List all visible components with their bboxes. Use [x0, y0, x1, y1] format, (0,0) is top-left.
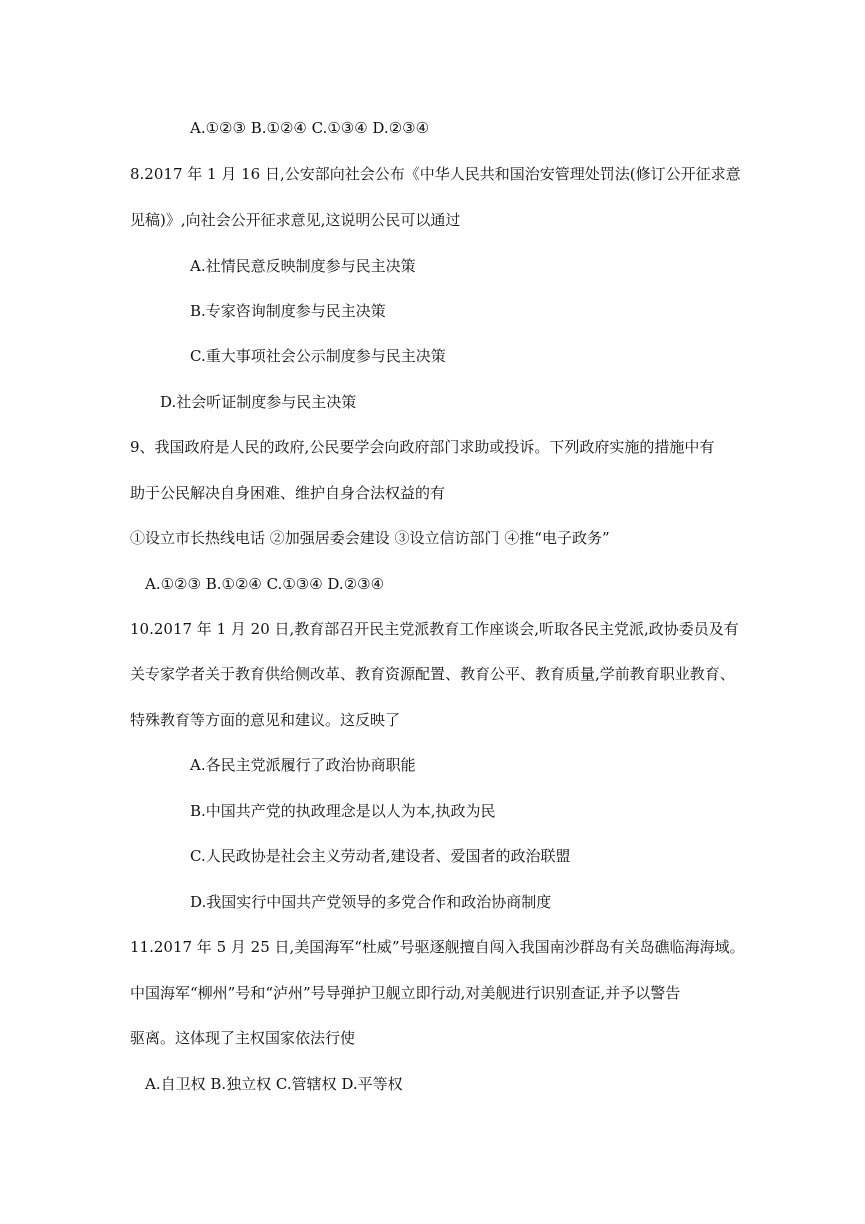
q9-items: ①设立市长热线电话 ②加强居委会建设 ③设立信访部门 ④推“电子政务” — [130, 529, 610, 547]
q10-option-c: C.人民政协是社会主义劳动者,建设者、爱国者的政治联盟 — [190, 847, 571, 865]
q10-stem-line2: 关专家学者关于教育供给侧改革、教育资源配置、教育公平、教育质量,学前教育职业教育、 — [130, 665, 735, 683]
q8-option-b: B.专家咨询制度参与民主决策 — [190, 302, 386, 320]
q10-stem-line3: 特殊教育等方面的意见和建议。这反映了 — [130, 711, 401, 729]
q8-stem-line1: 8.2017 年 1 月 16 日,公安部向社会公布《中华人民共和国治安管理处罚法(修订公开征求意 — [130, 165, 741, 183]
q9-stem-line2: 助于公民解决自身困难、维护自身合法权益的有 — [130, 484, 446, 502]
q8-stem-line2: 见稿)》,向社会公开征求意见,这说明公民可以通过 — [130, 211, 461, 229]
q9-options: A.①②③ B.①②④ C.①③④ D.②③④ — [145, 575, 385, 593]
q10-stem-line1: 10.2017 年 1 月 20 日,教育部召开民主党派教育工作座谈会,听取各民主党派,政协委员及有 — [130, 620, 739, 638]
q9-stem-line1: 9、我国政府是人民的政府,公民要学会向政府部门求助或投诉。下列政府实施的措施中有 — [130, 438, 715, 456]
q11-stem-line3: 驱离。这体现了主权国家依法行使 — [130, 1029, 356, 1047]
q8-option-c: C.重大事项社会公示制度参与民主决策 — [190, 347, 446, 365]
q7-options: A.①②③ B.①②④ C.①③④ D.②③④ — [190, 119, 430, 137]
q11-stem-line2: 中国海军“柳州”号和“泸州”号导弹护卫舰立即行动,对美舰进行识别查证,并予以警告 — [130, 984, 681, 1002]
q10-option-a: A.各民主党派履行了政治协商职能 — [190, 756, 416, 774]
q10-option-d: D.我国实行中国共产党领导的多党合作和政治协商制度 — [190, 893, 552, 911]
q8-option-d: D.社会听证制度参与民主决策 — [160, 393, 357, 411]
q8-option-a: A.社情民意反映制度参与民主决策 — [190, 257, 416, 275]
q11-options: A.自卫权 B.独立权 C.管辖权 D.平等权 — [145, 1075, 403, 1093]
q10-option-b: B.中国共产党的执政理念是以人为本,执政为民 — [190, 802, 496, 820]
q11-stem-line1: 11.2017 年 5 月 25 日,美国海军“杜威”号驱逐舰擅自闯入我国南沙群岛有关岛礁临海海域。 — [130, 938, 745, 956]
